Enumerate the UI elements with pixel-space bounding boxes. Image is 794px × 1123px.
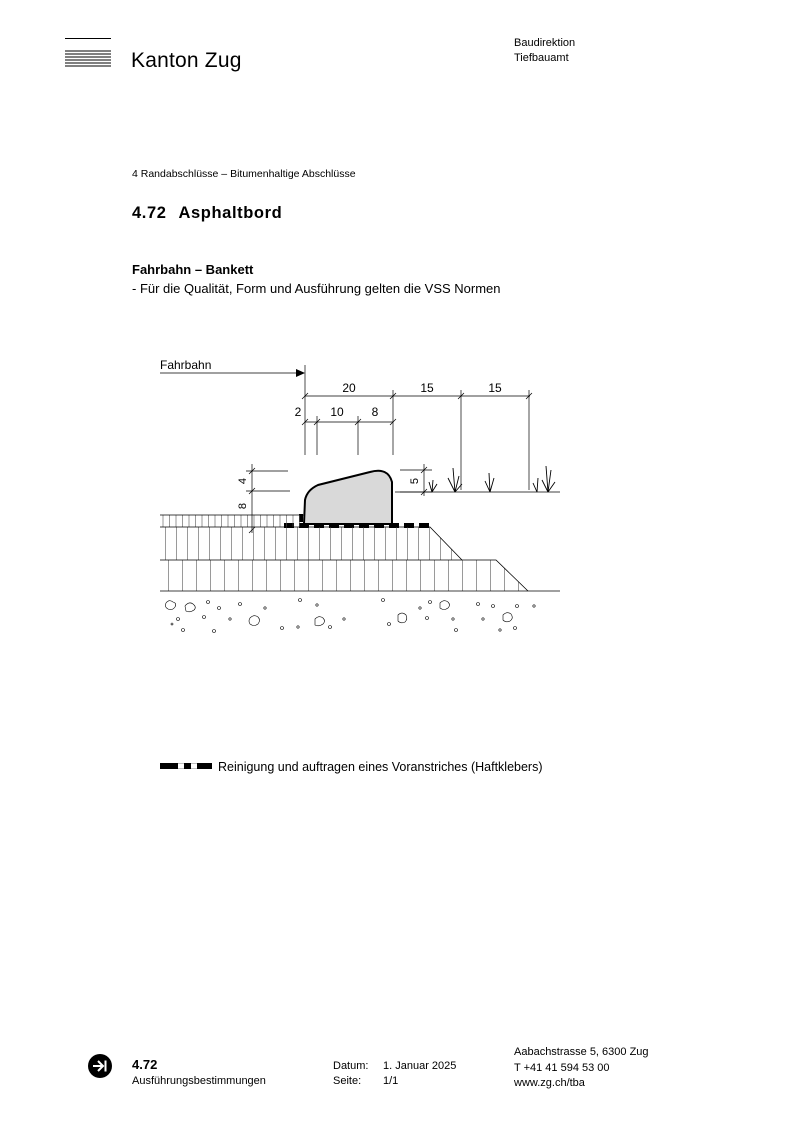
bullet-text: - Für die Qualität, Form und Ausführung gelten die VSS Normen — [132, 281, 501, 296]
dim-4: 4 — [237, 477, 249, 485]
section-breadcrumb: 4 Randabschlüsse – Bitumenhaltige Abschlüsse — [132, 168, 356, 180]
address-line: Aabachstrasse 5, 6300 Zug — [514, 1046, 649, 1058]
road-label: Fahrbahn — [160, 358, 212, 372]
page-title — [132, 204, 282, 223]
dim-10: 10 — [330, 405, 344, 419]
base-layer-1 — [160, 527, 462, 560]
dim-5: 5 — [409, 477, 421, 485]
road-arrow-head — [296, 369, 305, 377]
kanton-zug-logo-lines — [65, 38, 111, 70]
dim-2: 2 — [294, 405, 302, 419]
title-text: Asphaltbord — [178, 204, 283, 222]
asphaltbord-cross-section — [150, 350, 570, 640]
wearing-course — [160, 515, 304, 527]
base-layer-2 — [160, 560, 528, 591]
footer-date-value: 1. Januar 2025 — [383, 1060, 457, 1072]
grass-tufts — [429, 466, 555, 492]
website-line: www.zg.ch/tba — [514, 1077, 585, 1089]
department — [514, 36, 575, 66]
dim-8: 8 — [371, 405, 379, 419]
title-number: 4.72 — [132, 204, 167, 222]
primer-legend-swatch — [160, 763, 212, 769]
legend-text: Reinigung und auftragen eines Voranstriches (Haftklebers) — [218, 760, 543, 774]
footer-date-label: Datum: — [333, 1060, 369, 1072]
subheading: Fahrbahn – Bankett — [132, 262, 254, 277]
footer-address — [514, 1045, 649, 1092]
footer-doc-type: Ausführungsbestimmungen — [132, 1075, 266, 1087]
dimension-lines-bottom — [302, 416, 396, 455]
logo-text: Kanton Zug — [131, 49, 242, 72]
document-arrow-icon — [88, 1054, 112, 1078]
gravel-subgrade — [165, 599, 535, 633]
footer-number: 4.72 — [132, 1057, 158, 1072]
footer-page-label: Seite: — [333, 1075, 362, 1087]
dim-15b: 15 — [488, 381, 502, 395]
asphalt-curb — [304, 471, 392, 524]
dim-15a: 15 — [420, 381, 434, 395]
department-line: Baudirektion — [514, 37, 576, 49]
phone-line: T +41 41 594 53 00 — [514, 1061, 610, 1074]
dim-20: 20 — [342, 381, 356, 395]
footer-page-value: 1/1 — [383, 1075, 399, 1087]
dim-8-vertical: 8 — [237, 502, 249, 510]
department-line: Tiefbauamt — [514, 52, 569, 64]
